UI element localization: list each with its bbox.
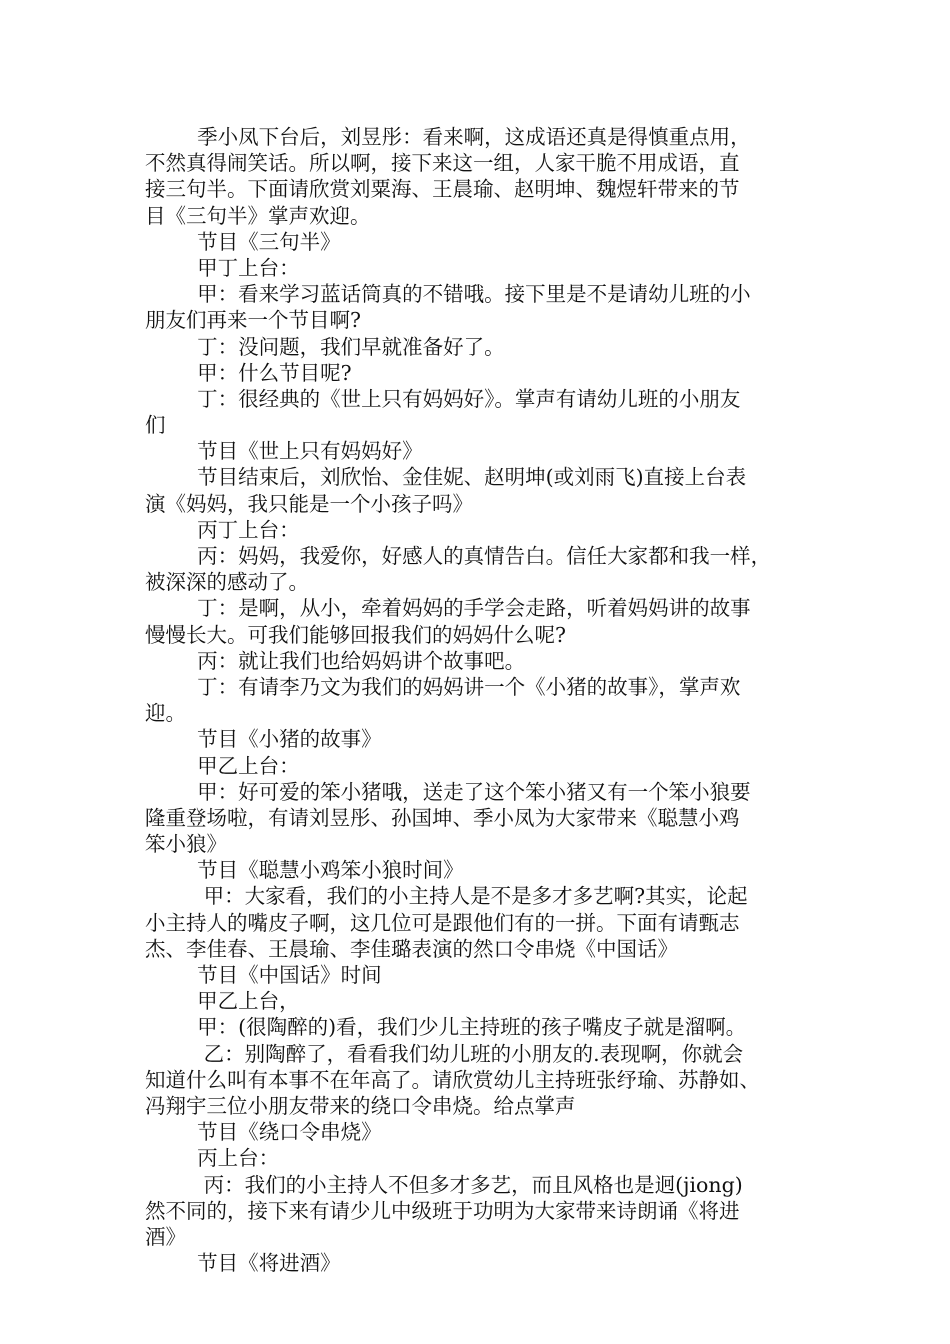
- text-line: 们: [145, 413, 166, 438]
- document-body: [145, 124, 815, 1276]
- text-line: 丁：很经典的《世上只有妈妈好》。掌声有请幼儿班的小朋友: [145, 386, 741, 411]
- text-line: 迎。: [145, 701, 186, 726]
- text-line: 丁：是啊，从小，牵着妈妈的手学会走路，听着妈妈讲的故事: [145, 596, 751, 621]
- text-line: 丁：有请李乃文为我们的妈妈讲一个《小猪的故事》，掌声欢: [145, 674, 741, 699]
- text-line: 丙：妈妈，我爱你，好感人的真情告白。信任大家都和我一样，: [145, 544, 772, 568]
- text-line: 节目《中国话》时间: [145, 963, 382, 987]
- text-line: 甲：看来学习蓝话筒真的不错哦。接下里是不是请幼儿班的小: [145, 282, 751, 307]
- text-line: 丙：就让我们也给妈妈讲个故事吧。: [145, 648, 526, 673]
- text-line: 甲：什么节目呢?: [145, 360, 352, 385]
- text-line: 季小凤下台后，刘昱彤：看来啊，这成语还真是得慎重点用，: [145, 125, 751, 149]
- text-line: 小主持人的嘴皮子啊，这几位可是跟他们有的一拼。下面有请甄志: [145, 910, 740, 935]
- text-line: 节目《小猪的故事》: [145, 727, 382, 752]
- text-line: 接三句半。下面请欣赏刘粟海、王晨瑜、赵明坤、魏煜轩带来的节: [145, 177, 740, 202]
- text-line: 慢慢长大。可我们能够回报我们的妈妈什么呢?: [145, 622, 566, 647]
- text-line: 丙丁上台：: [145, 517, 300, 542]
- text-line: 隆重登场啦，有请刘昱彤、孙国坤、季小凤为大家带来《聪慧小鸡: [145, 805, 740, 830]
- text-line: 朋友们再来一个节目啊?: [145, 308, 361, 333]
- text-line: 目《三句半》掌声欢迎。: [145, 203, 371, 228]
- text-line: 甲：大家看，我们的小主持人是不是多才多艺啊?其实，论起: [145, 884, 748, 909]
- text-line: 丁：没问题，我们早就准备好了。: [145, 334, 505, 359]
- text-line: 杰、李佳春、王晨瑜、李佳璐表演的然口令串烧《中国话》: [145, 936, 678, 961]
- text-line: 节目结束后，刘欣怡、金佳妮、赵明坤(或刘雨飞)直接上台表: [145, 465, 747, 490]
- text-line: 知道什么叫有本事不在年高了。请欣赏幼儿主持班张纾瑜、苏静如、: [145, 1067, 760, 1092]
- text-line: 被深深的感动了。: [145, 570, 309, 595]
- text-line: 甲：(很陶醉的)看，我们少儿主持班的孩子嘴皮子就是溜啊。: [145, 1015, 747, 1040]
- text-line: 乙：别陶醉了，看看我们幼儿班的小朋友的.表现啊，你就会: [145, 1041, 744, 1066]
- text-line: 不然真得闹笑话。所以啊，接下来这一组，人家干脆不用成语，直: [145, 151, 740, 176]
- text-line: 甲乙上台，: [145, 989, 300, 1014]
- text-line: 甲乙上台：: [145, 753, 300, 778]
- text-line: 丙：我们的小主持人不但多才多艺，而且风格也是迥(jiong): [145, 1172, 743, 1197]
- text-line: 节目《绕口令串烧》: [145, 1120, 382, 1145]
- text-line: 甲：好可爱的笨小猪哦，送走了这个笨小猪又有一个笨小狼要: [145, 779, 751, 804]
- text-line: 节目《三句半》: [145, 229, 341, 254]
- text-line: 节目《世上只有妈妈好》: [145, 439, 423, 464]
- text-line: 节目《聪慧小鸡笨小狼时间》: [145, 858, 464, 883]
- text-line: 酒》: [145, 1224, 186, 1249]
- text-line: 然不同的，接下来有请少儿中级班于功明为大家带来诗朗诵《将进: [145, 1198, 740, 1223]
- text-line: 演《妈妈，我只能是一个小孩子吗》: [145, 491, 473, 516]
- text-line: 丙上台：: [145, 1146, 280, 1171]
- text-line: 笨小狼》: [145, 832, 227, 857]
- text-line: 节目《将进酒》: [145, 1251, 341, 1276]
- text-line: 冯翔宇三位小朋友带来的绕口令串烧。给点掌声: [145, 1093, 576, 1118]
- text-line: 甲丁上台：: [145, 255, 300, 280]
